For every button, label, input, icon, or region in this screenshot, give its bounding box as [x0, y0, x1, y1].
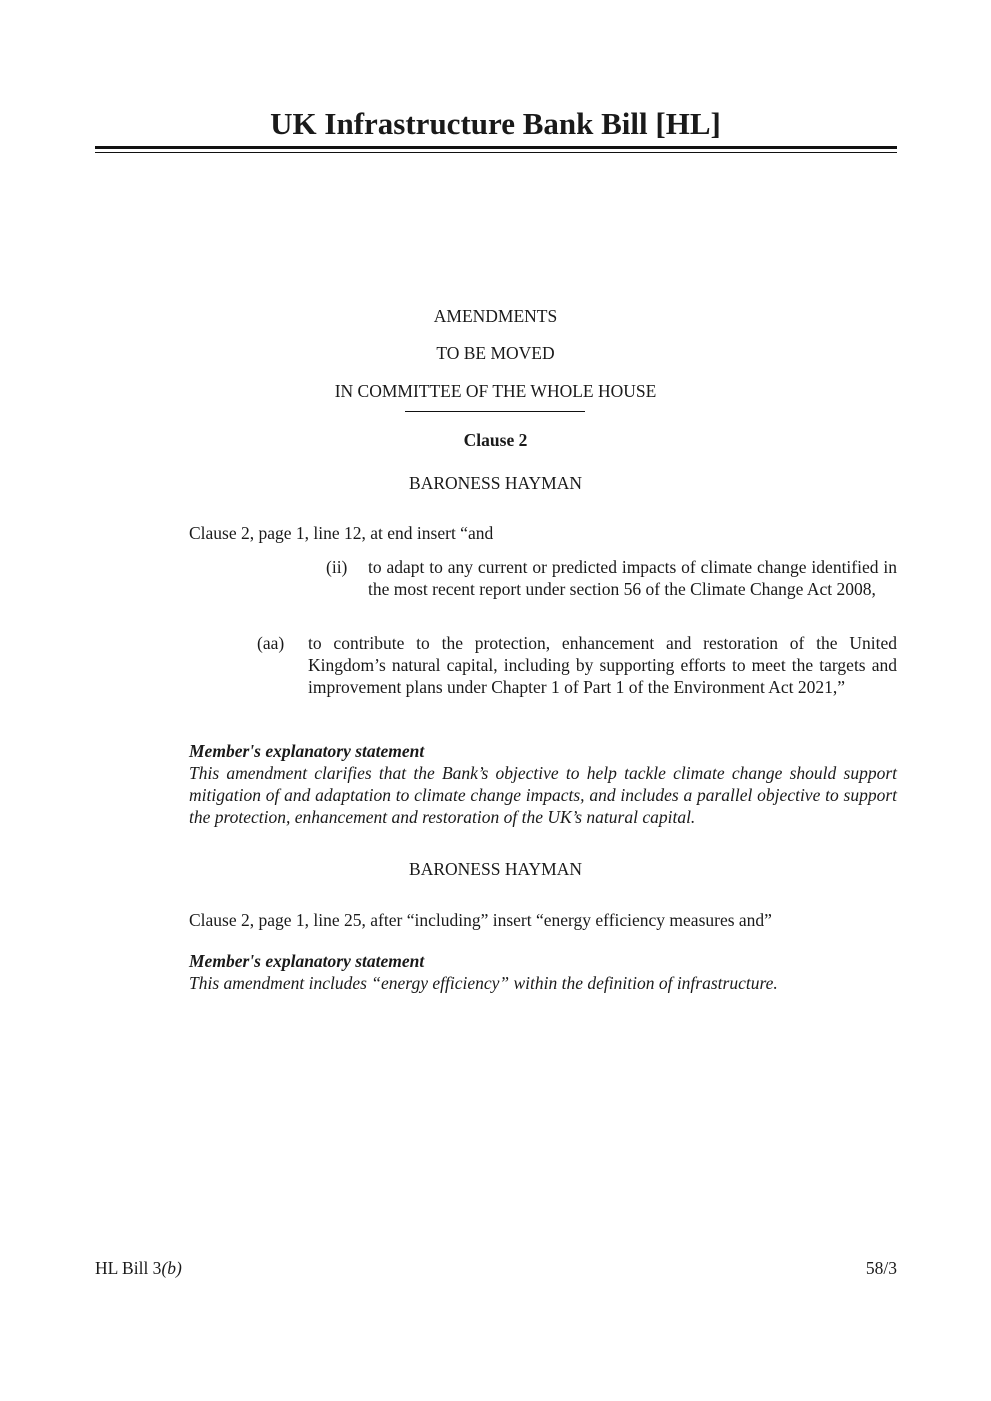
explanatory-statement: This amendment clarifies that the Bank’s objective to help tackle climate change should support mitigation of and adaptation to climate change impacts, and includes a parallel objective to support the protection, enhancement and restoration of the UK’s natural capital.	[189, 763, 897, 827]
amendment-instruction: Clause 2, page 1, line 12, at end insert “and	[189, 523, 494, 543]
item-text: to adapt to any current or predicted impacts of climate change identified in the most recent report under section 56 of the Climate Change Act 2008,	[368, 557, 897, 599]
heading-amendments: AMENDMENTS	[433, 306, 558, 326]
page-reference: 58/3	[865, 1258, 897, 1278]
document-title: UK Infrastructure Bank Bill [HL]	[270, 106, 721, 141]
amendment-instruction: Clause 2, page 1, line 25, after “including” insert “energy efficiency measures and”	[189, 910, 772, 930]
heading-to-be-moved: TO BE MOVED	[436, 343, 555, 363]
member-name: BARONESS HAYMAN	[409, 859, 582, 879]
title-rule-thin	[95, 152, 897, 153]
member-name: BARONESS HAYMAN	[409, 473, 582, 493]
explanatory-statement: This amendment includes “energy efficiency” within the definition of infrastructure.	[189, 973, 778, 993]
item-label: (aa)	[257, 633, 285, 653]
item-label: (ii)	[326, 557, 348, 577]
bill-number: HL Bill 3	[95, 1258, 162, 1278]
item-text: to contribute to the protection, enhancement and restoration of the United Kingdom’s natural capital, including by supporting efforts to meet the targets and improvement plans under Chapter 1 of Part 1 of the Environment Act 2021,”	[308, 633, 897, 697]
explanatory-statement-heading: Member's explanatory statement	[189, 951, 425, 971]
heading-committee: IN COMMITTEE OF THE WHOLE HOUSE	[334, 381, 657, 401]
bill-suffix: (b)	[161, 1258, 182, 1278]
bill-reference	[95, 1257, 182, 1279]
explanatory-statement-heading: Member's explanatory statement	[189, 741, 425, 761]
title-rule-thick	[95, 146, 897, 149]
heading-rule	[405, 411, 585, 412]
clause-heading: Clause 2	[463, 430, 528, 450]
